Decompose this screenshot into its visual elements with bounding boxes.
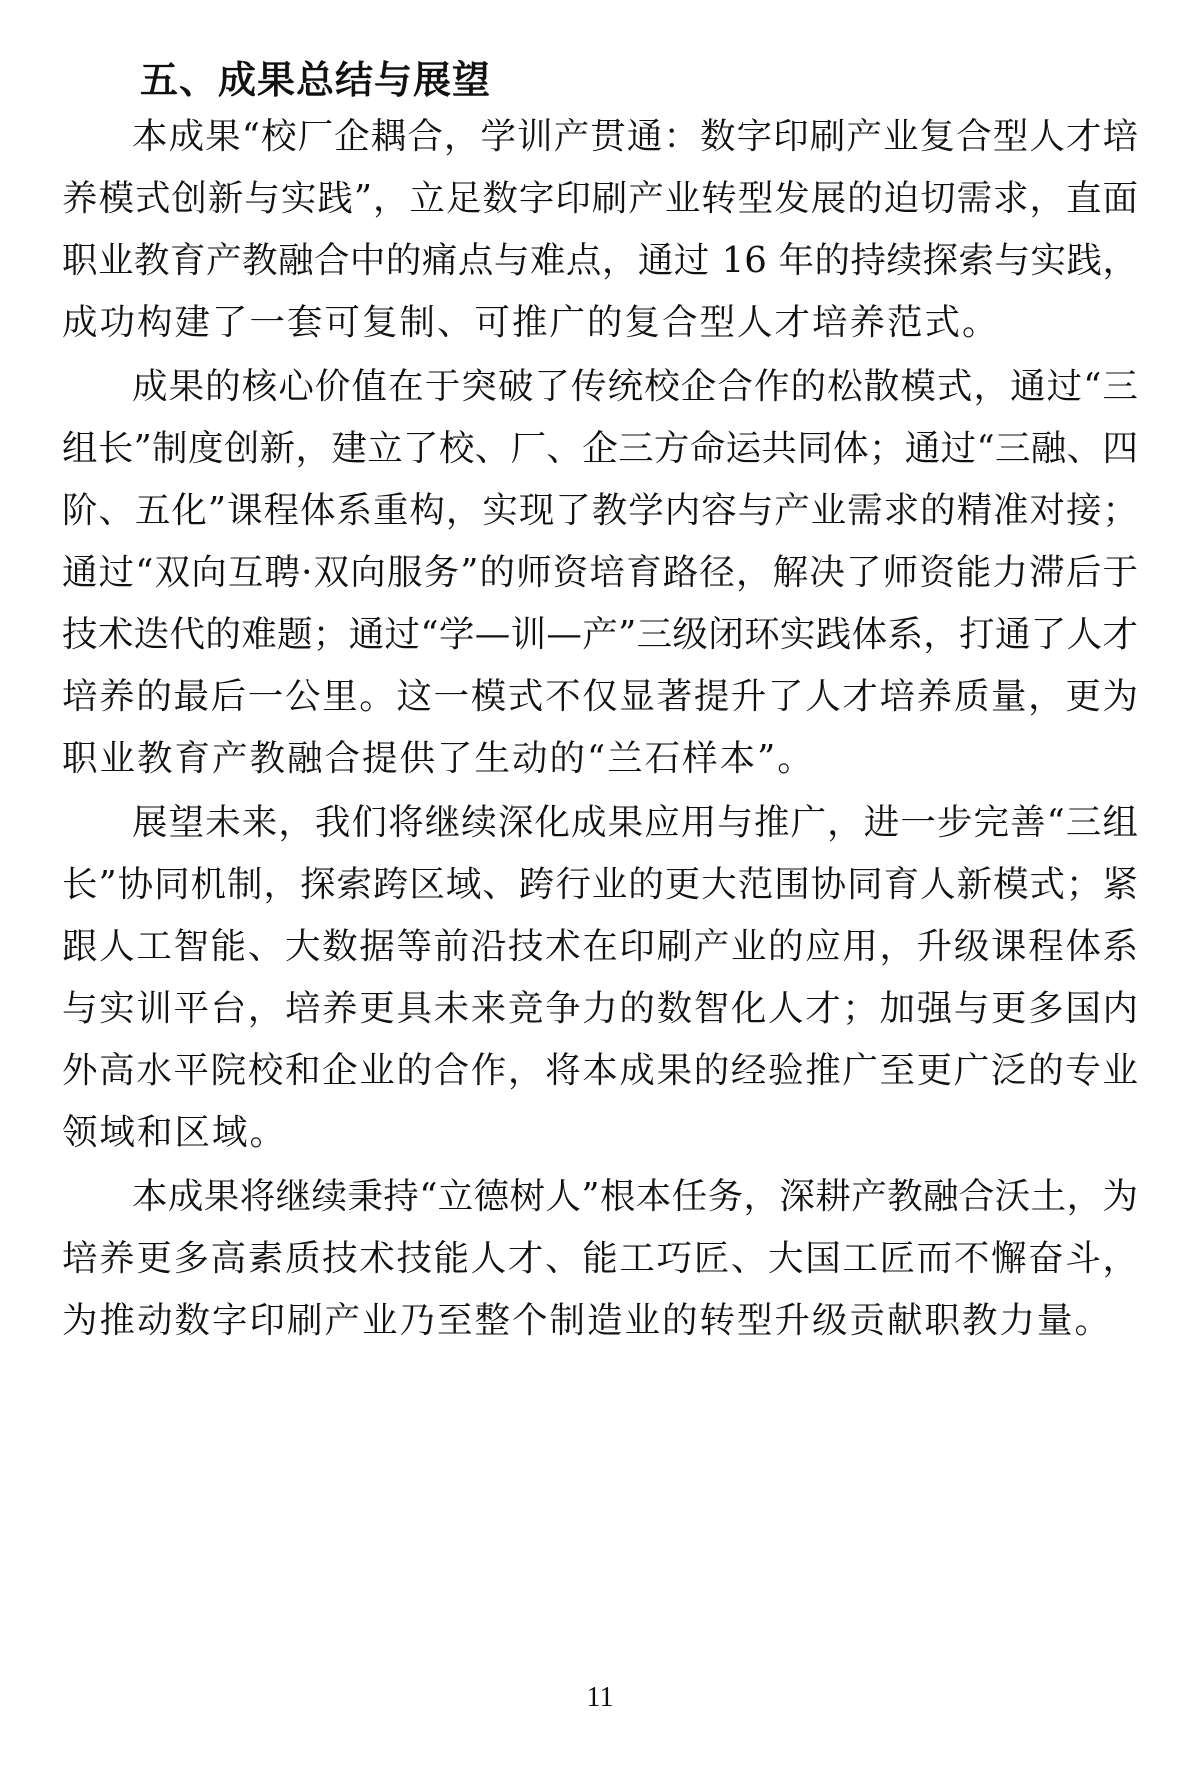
paragraph-3-line-1: 展望未来，我们将继续深化成果应用与推广，进一步完善“三组 — [132, 802, 1138, 843]
paragraph-4-line-1: 本成果将继续秉持“立德树人”根本任务，深耕产教融合沃土，为 — [132, 1176, 1138, 1217]
paragraph-4-line-3: 为推动数字印刷产业乃至整个制造业的转型升级贡献职教力量。 — [62, 1300, 1113, 1341]
paragraph-4-line-2: 培养更多高素质技术技能人才、能工巧匠、大国工匠而不懈奋斗， — [62, 1238, 1138, 1279]
paragraph-3-line-5: 外高水平院校和企业的合作，将本成果的经验推广至更广泛的专业 — [62, 1050, 1138, 1091]
paragraph-2-line-6: 培养的最后一公里。这一模式不仅显著提升了人才培养质量，更为 — [62, 676, 1138, 717]
paragraph-2-line-3: 阶、五化”课程体系重构，实现了教学内容与产业需求的精准对接； — [62, 490, 1138, 531]
paragraph-2-line-1: 成果的核心价值在于突破了传统校企合作的松散模式，通过“三 — [132, 366, 1138, 407]
paragraph-3-line-2: 长”协同机制，探索跨区域、跨行业的更大范围协同育人新模式；紧 — [62, 864, 1138, 905]
paragraph-2-line-5: 技术迭代的难题；通过“学—训—产”三级闭环实践体系，打通了人才 — [62, 614, 1138, 655]
paragraph-2-line-7: 职业教育产教融合提供了生动的“兰石样本”。 — [62, 738, 815, 779]
paragraph-3-line-4: 与实训平台，培养更具未来竞争力的数智化人才；加强与更多国内 — [62, 988, 1138, 1029]
paragraph-3-line-3: 跟人工智能、大数据等前沿技术在印刷产业的应用，升级课程体系 — [62, 926, 1138, 967]
paragraph-1-line-3: 职业教育产教融合中的痛点与难点，通过 16 年的持续探索与实践， — [62, 240, 1138, 281]
paragraph-3-line-6: 领域和区域。 — [62, 1112, 288, 1153]
paragraph-1-line-4: 成功构建了一套可复制、可推广的复合型人才培养范式。 — [62, 302, 1000, 343]
section-heading: 五、成果总结与展望 — [140, 58, 492, 102]
paragraph-1-line-1: 本成果“校厂企耦合，学训产贯通：数字印刷产业复合型人才培 — [132, 116, 1138, 157]
paragraph-2-line-2: 组长”制度创新，建立了校、厂、企三方命运共同体；通过“三融、四 — [62, 428, 1138, 469]
page-number: 11 — [586, 1682, 614, 1713]
paragraph-2-line-4: 通过“双向互聘·双向服务”的师资培育路径，解决了师资能力滞后于 — [62, 552, 1138, 593]
paragraph-1-line-2: 养模式创新与实践”，立足数字印刷产业转型发展的迫切需求，直面 — [62, 178, 1138, 219]
